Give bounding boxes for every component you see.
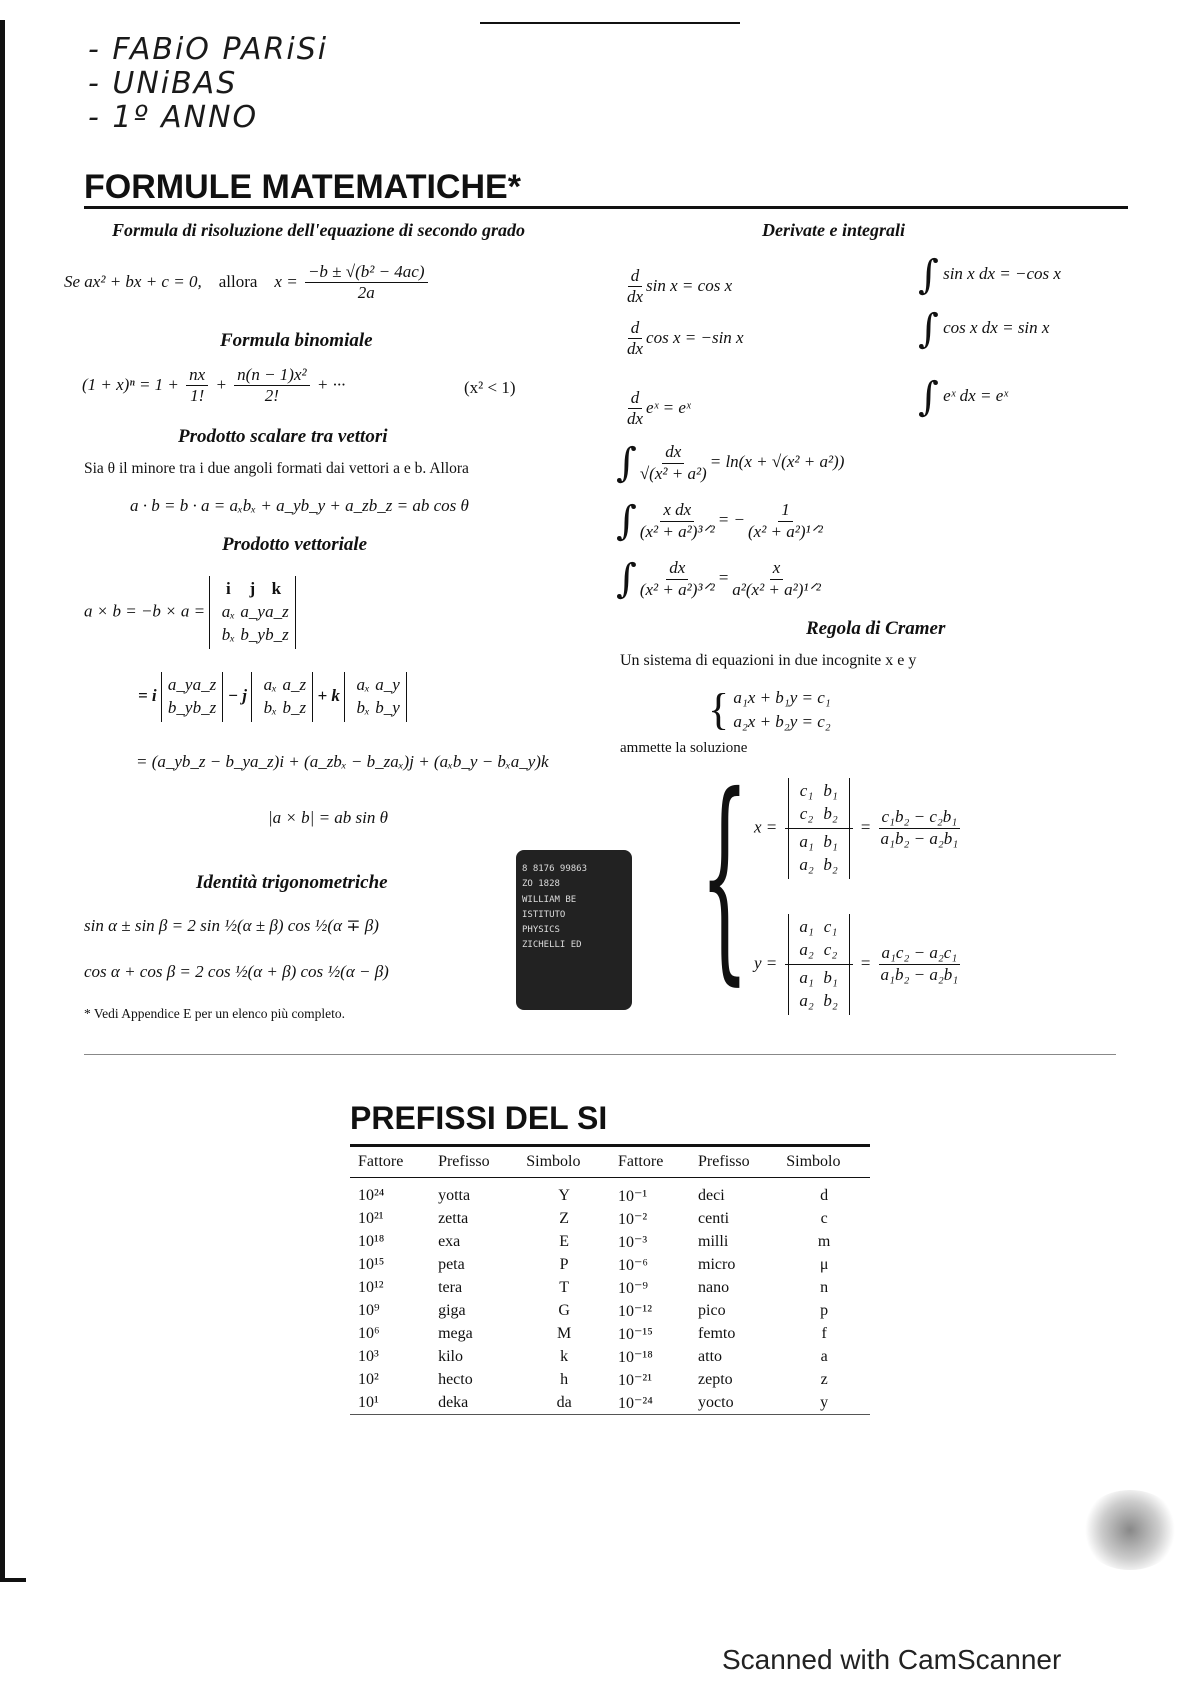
prefix-cell: hecto [438, 1370, 473, 1388]
symbol-cell: a [820, 1347, 828, 1365]
factor-cell: 10⁻¹² [617, 1302, 653, 1320]
integral-dx: ∫ $\frac{dx}{\text{(x² + a²)³ᐟ²}}$ = $\frac{x}{\text{a²(x² + a²)¹ᐟ²}}$ [616, 556, 821, 602]
prefix-cell: milli [698, 1232, 729, 1250]
symbol-cell: G [558, 1301, 570, 1319]
handwritten-year: - 1º ANNO [88, 100, 259, 135]
binomial-formula: (1 + x)ⁿ = 1 + $\frac{nx}{1!}$ + $\frac{\text{n(n − 1)x²}}{2!}$ + ··· [82, 365, 346, 406]
prefix-cell: yotta [438, 1186, 471, 1204]
prefix-cell: yocto [698, 1393, 734, 1411]
cramer-x: x = c₁ b₁ c₂ b₂ a₁ b₁ a₂ b₂ = $\frac{\text{c₁b₂ − c₂b₁}}{\text{a₁b₂ − a₂b₁}}$ [754, 778, 963, 879]
quadratic-then: allora [218, 271, 258, 291]
factor-cell: 10⁶ [358, 1324, 380, 1342]
binomial-condition: (x² < 1) [464, 378, 516, 397]
minor-k: aₓ a_y bₓ b_y [344, 672, 407, 722]
scan-edge-top [480, 22, 740, 24]
dot-product-heading: Prodotto scalare tra vettori [178, 426, 388, 447]
factor-cell: 10⁻³ [617, 1233, 648, 1251]
symbol-cell: z [820, 1370, 828, 1388]
scan-corner-smudge [1080, 1490, 1180, 1570]
table-row [350, 1253, 870, 1276]
cross-product-determinant: a × b = −b × a = i j k aₓ a_ya_z bₓ b_yb_z [84, 576, 296, 649]
symbol-cell: p [820, 1301, 829, 1319]
cross-product-expanded: = (a_yb_z − b_ya_z)i + (a_zbₓ − b_zaₓ)j + (aₓb_y − bₓa_y)k [136, 752, 549, 771]
prefix-cell: femto [698, 1324, 736, 1342]
symbol-cell: c [820, 1209, 828, 1227]
scan-edge-left [0, 20, 5, 1580]
trig-identity-sin: sin α ± sin β = 2 sin ½(α ± β) cos ½(α ∓ β) [84, 916, 379, 935]
prefix-cell: pico [698, 1301, 726, 1319]
minor-j: aₓ a_z bₓ b_z [251, 672, 313, 722]
symbol-cell: Z [559, 1209, 569, 1227]
prefix-cell: deka [438, 1393, 469, 1411]
prefix-cell: kilo [438, 1347, 463, 1365]
factor-cell: 10⁻²⁴ [617, 1394, 653, 1412]
factor-cell: 10²⁴ [358, 1186, 385, 1204]
quadratic-heading: Formula di risoluzione dell'equazione di secondo grado [112, 220, 526, 240]
minor-i: a_ya_z b_yb_z [161, 672, 224, 722]
solution-brace: { [700, 748, 749, 1004]
prefix-cell: atto [698, 1347, 723, 1365]
table-row [350, 1207, 870, 1230]
prefix-cell: centi [698, 1209, 730, 1227]
si-table-container [350, 1144, 870, 1415]
header-prefix: Prefisso [438, 1153, 490, 1170]
symbol-cell: k [560, 1347, 569, 1365]
header-prefix-2: Prefisso [698, 1153, 750, 1170]
admits-text: ammette la soluzione [620, 740, 748, 756]
prefix-cell: tera [438, 1278, 463, 1296]
symbol-cell: E [559, 1232, 569, 1250]
factor-cell: 10⁻¹⁸ [617, 1348, 653, 1366]
symbol-cell: μ [819, 1255, 829, 1273]
handwritten-name: - FABiO PARiSi [88, 32, 329, 67]
factor-cell: 10⁻¹⁵ [617, 1325, 653, 1343]
cross-product-minors: = i a_ya_z b_yb_z − j aₓ a_z bₓ b_z + k aₓ a_y bₓ b_y [138, 672, 407, 722]
table-row [350, 1230, 870, 1253]
integral-cos: ∫ cos x dx = sin x [918, 306, 1050, 352]
integral-exp: ∫ eˣ dx = eˣ [918, 374, 1009, 420]
trig-identity-cos: cos α + cos β = 2 cos ½(α + β) cos ½(α − β) [84, 962, 389, 981]
factor-cell: 10⁻⁹ [617, 1279, 648, 1297]
page-title: FORMULE MATEMATICHE* [84, 168, 521, 206]
cross-matrix: i j k aₓ a_ya_z bₓ b_yb_z [209, 576, 296, 649]
prefix-cell: deci [698, 1186, 725, 1204]
quadratic-formula [64, 262, 431, 304]
handwritten-university: - UNiBAS [88, 66, 238, 101]
integral-log: ∫ $\frac{dx}{\text{√(x² + a²)}}$ = ln(x + √(x² + a²)) [616, 440, 845, 486]
table-row [350, 1391, 870, 1414]
symbol-cell: f [821, 1324, 827, 1342]
symbol-cell: y [820, 1393, 829, 1411]
factor-cell: 10⁻¹ [617, 1187, 648, 1205]
prefix-cell: nano [698, 1278, 730, 1296]
prefix-cell: micro [698, 1255, 736, 1273]
library-sticker: 8 8176 99863 ZO 1828 WILLIAM BE ISTITUTO PHYSICS ZICHELLI ED [516, 850, 632, 1010]
factor-cell: 10² [358, 1370, 379, 1388]
trig-heading: Identità trigonometriche [196, 872, 388, 893]
cross-product-heading: Prodotto vettoriale [222, 534, 368, 555]
integral-xdx: ∫ $\frac{\text{x dx}}{\text{(x² + a²)³ᐟ²}}$ = − $\frac{1}{\text{(x² + a²)¹ᐟ²}}$ [616, 498, 823, 544]
symbol-cell: m [817, 1232, 831, 1250]
table-row [350, 1299, 870, 1322]
factor-cell: 10¹⁵ [358, 1255, 385, 1273]
section-divider [84, 1054, 1116, 1055]
table-row [350, 1276, 870, 1299]
integral-sin: ∫ sin x dx = −cos x [918, 252, 1061, 298]
header-symbol-2: Simbolo [786, 1153, 841, 1170]
symbol-cell: h [560, 1370, 569, 1388]
symbol-cell: T [559, 1278, 569, 1296]
si-header-row [350, 1147, 870, 1178]
si-table-body [350, 1178, 870, 1415]
footnote: * Vedi Appendice E per un elenco più completo. [84, 1006, 346, 1021]
cramer-y: y = a₁ c₁ a₂ c₂ a₁ b₁ a₂ b₂ = $\frac{\text{a₁c₂ − a₂c₁}}{\text{a₁b₂ − a₂b₁}}$ [754, 914, 963, 1015]
derivative-sin: $\frac{d}{dx}$ sin x = cos x [627, 266, 733, 307]
table-row [350, 1322, 870, 1345]
camscanner-watermark: Scanned with CamScanner [722, 1644, 1062, 1675]
binomial-heading: Formula binomiale [220, 330, 373, 351]
symbol-cell: P [559, 1255, 569, 1273]
factor-cell: 10³ [358, 1347, 379, 1365]
header-symbol: Simbolo [526, 1153, 581, 1170]
prefix-cell: zepto [698, 1370, 733, 1388]
symbol-cell: M [557, 1324, 572, 1342]
symbol-cell: n [820, 1278, 829, 1296]
cramer-text: Un sistema di equazioni in due incognite x e y [620, 652, 917, 669]
si-title: PREFISSI DEL SI [350, 1100, 608, 1136]
factor-cell: 10⁹ [358, 1301, 380, 1319]
factor-cell: 10⁻²¹ [617, 1371, 653, 1389]
prefix-cell: zetta [438, 1209, 469, 1227]
header-factor-2: Fattore [617, 1153, 664, 1170]
cross-product-magnitude: |a × b| = ab sin θ [268, 808, 388, 827]
prefix-cell: exa [438, 1232, 461, 1250]
factor-cell: 10⁻⁶ [617, 1256, 648, 1274]
quadratic-x: x = [274, 271, 298, 291]
prefix-cell: peta [438, 1255, 465, 1273]
header-factor: Fattore [358, 1153, 404, 1170]
scan-edge-bottom [0, 1578, 26, 1582]
prefix-cell: giga [438, 1301, 466, 1319]
quadratic-fraction: $\frac{\text{−b ± √(b² − 4ac)}}{2a}$ [305, 262, 428, 304]
cramer-heading: Regola di Cramer [806, 618, 946, 639]
symbol-cell: d [820, 1186, 829, 1204]
si-table [350, 1147, 870, 1414]
factor-cell: 10²¹ [358, 1209, 384, 1227]
factor-cell: 10¹² [358, 1278, 384, 1296]
derivatives-heading: Derivate e integrali [762, 220, 905, 240]
factor-cell: 10¹ [358, 1393, 379, 1411]
equation-system: { a₁x + b₁y = c₁ a₂x + b₂y = c₂ [708, 685, 831, 734]
prefix-cell: mega [438, 1324, 473, 1342]
table-row [350, 1184, 870, 1207]
factor-cell: 10¹⁸ [358, 1232, 385, 1250]
title-rule [84, 206, 1128, 209]
derivative-cos: $\frac{d}{dx}$ cos x = −sin x [627, 318, 744, 359]
dot-product-text: Sia θ il minore tra i due angoli formati dai vettori a e b. Allora [84, 460, 469, 477]
derivative-exp: $\frac{d}{dx}$ eˣ = eˣ [627, 388, 691, 429]
quadratic-if: Se ax² + bx + c = 0, [64, 271, 202, 291]
table-row [350, 1368, 870, 1391]
symbol-cell: Y [558, 1186, 570, 1204]
dot-product-formula: a · b = b · a = aₓbₓ + a_yb_y + a_zb_z = ab cos θ [130, 496, 469, 515]
factor-cell: 10⁻² [617, 1210, 648, 1228]
symbol-cell: da [556, 1393, 572, 1411]
table-row [350, 1345, 870, 1368]
